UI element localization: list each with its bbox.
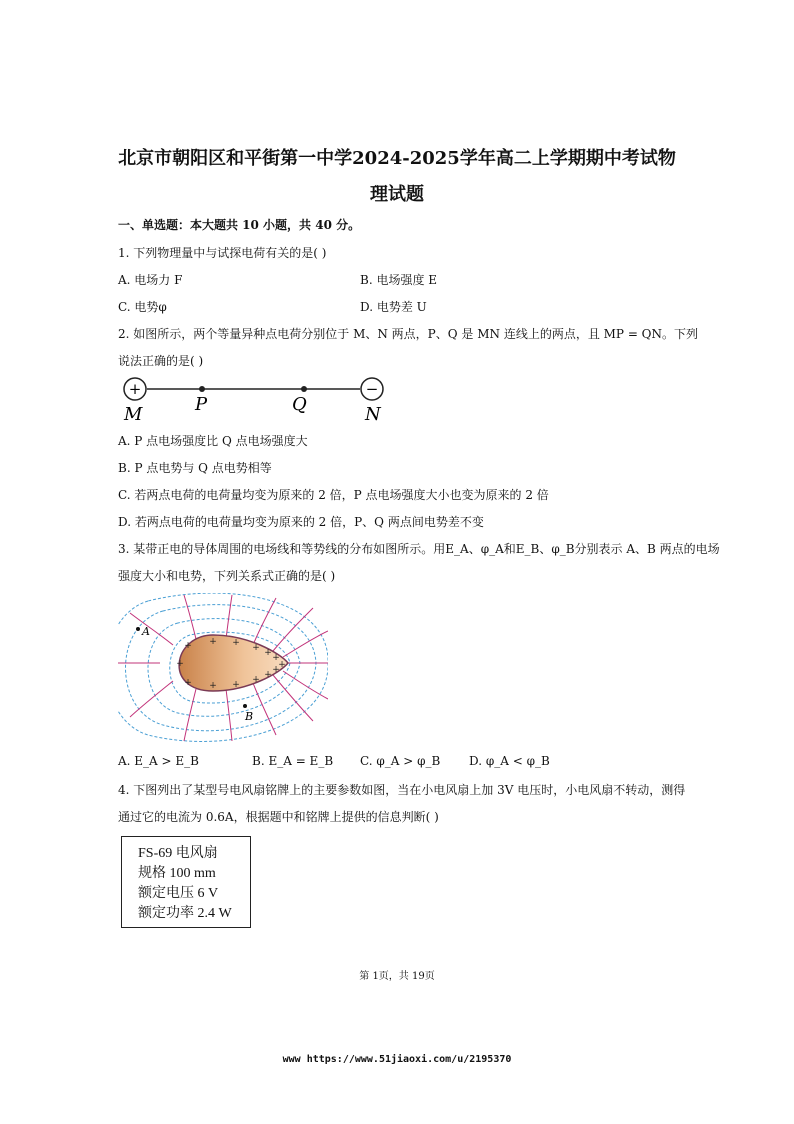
q2-option-c: C. 若两点电荷的电荷量均变为原来的 2 倍，P 点电场强度大小也变为原来的 2 倍 [118, 488, 549, 502]
q3-stem-line-1: 3. 某带正电的导体周围的电场线和等势线的分布如图所示。用E_A、φ_A和E_B、φ_B分别表示 A、B 两点的电场 [118, 542, 720, 556]
nameplate-rated-voltage: 额定电压 6 V [138, 886, 219, 901]
q1-option-b: B. 电场强度 E [360, 273, 438, 287]
q2-option-b: B. P 点电势与 Q 点电势相等 [118, 461, 272, 475]
q4-stem-line-1: 4. 下图列出了某型号电风扇铭牌上的主要参数如图，当在小电风扇上加 3V 电压时，小电风扇不转动，测得 [118, 783, 686, 797]
point-q-dot [301, 386, 307, 392]
point-p-dot [199, 386, 205, 392]
q3-option-d: D. φ_A < φ_B [469, 754, 550, 768]
plus-sign: + [128, 380, 142, 398]
q2-stem-line-1: 2. 如图所示，两个等量异种点电荷分别位于 M、N 两点，P、Q 是 MN 连线上的两点，且 MP = QN。下列 [118, 327, 699, 341]
svg-text:+: + [184, 641, 192, 651]
label-n: N [365, 404, 381, 425]
svg-text:+: + [209, 637, 217, 647]
q1-option-d: D. 电势差 U [360, 300, 427, 314]
label-p: P [195, 394, 208, 415]
page-footer: 第 1页，共 19页 [359, 971, 435, 982]
label-b: B [245, 710, 254, 723]
q4-stem-line-2: 通过它的电流为 0.6A，根据题中和铭牌上提供的信息判断( ) [118, 810, 439, 824]
q2-option-d: D. 若两点电荷的电荷量均变为原来的 2 倍，P、Q 两点间电势差不变 [118, 515, 484, 529]
nameplate-model: FS-69 电风扇 [138, 846, 218, 861]
minus-sign: − [365, 380, 379, 398]
svg-text:+: + [264, 670, 272, 680]
label-q: Q [292, 394, 307, 415]
label-m: M [124, 404, 143, 425]
point-a-dot [136, 627, 140, 631]
q1-option-a: A. 电场力 F [118, 273, 183, 287]
q3-option-a: A. E_A > E_B [118, 754, 199, 768]
q3-stem-line-2: 强度大小和电势，下列关系式正确的是( ) [118, 569, 336, 583]
svg-text:+: + [176, 659, 184, 669]
svg-text:+: + [209, 681, 217, 691]
document-title-line-1: 北京市朝阳区和平街第一中学2024-2025学年高二上学期期中考试物 [118, 148, 676, 169]
svg-text:+: + [264, 648, 272, 658]
nameplate-rated-power: 额定功率 2.4 W [138, 906, 232, 921]
q2-charge-figure [118, 374, 398, 426]
svg-text:+: + [232, 680, 240, 690]
q2-stem-line-2: 说法正确的是( ) [118, 354, 204, 368]
svg-text:+: + [232, 638, 240, 648]
document-title-line-2: 理试题 [370, 184, 424, 205]
svg-text:+: + [272, 653, 280, 663]
svg-text:+: + [278, 660, 286, 670]
nameplate-size: 规格 100 mm [138, 866, 216, 881]
q3-field-figure [118, 593, 328, 743]
svg-text:+: + [184, 678, 192, 688]
point-b-dot [243, 704, 247, 708]
section-heading: 一、单选题：本大题共 10 小题，共 40 分。 [118, 218, 361, 232]
svg-text:+: + [252, 643, 260, 653]
q3-option-c: C. φ_A > φ_B [360, 754, 441, 768]
q1-option-c: C. 电势φ [118, 300, 167, 314]
svg-text:+: + [252, 675, 260, 685]
q2-option-a: A. P 点电场强度比 Q 点电场强度大 [118, 434, 308, 448]
q1-stem: 1. 下列物理量中与试探电荷有关的是( ) [118, 246, 327, 260]
q3-option-b: B. E_A = E_B [252, 754, 334, 768]
watermark-url: www https://www.51jiaoxi.com/u/2195370 [282, 1054, 512, 1065]
label-a: A [142, 625, 150, 638]
svg-text:+: + [272, 665, 280, 675]
fan-nameplate [121, 836, 251, 928]
